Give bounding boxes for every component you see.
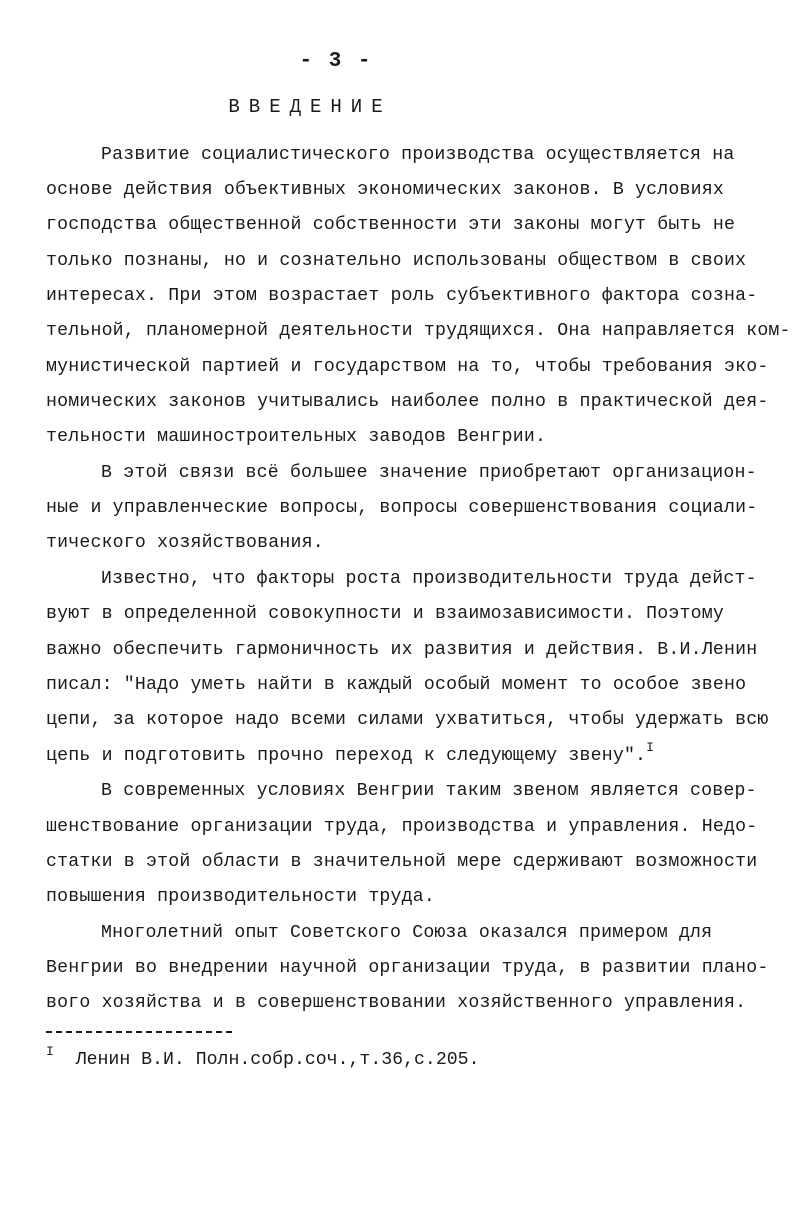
text-line: господства общественной собственности эти законы могут быть не [46,215,736,235]
text-line: В этой связи всё большее значение приобретают организацион- [101,463,757,483]
footnote-marker: I [46,1044,54,1059]
footnote-divider [46,1031,232,1033]
text-line: цепи, за которое надо всеми силами ухватиться, чтобы удержать всю [46,710,769,730]
footnote-reference: I [646,740,655,755]
footnote [46,1044,480,1070]
text-line: тического хозяйствования. [46,533,324,553]
text-line: тельной, планомерной деятельности трудящихся. Она направляется ком- [46,321,791,341]
text-line: интересах. При этом возрастает роль субъективного фактора созна- [46,286,758,306]
text-line: важно обеспечить гармоничность их развития и действия. В.И.Ленин [46,640,758,660]
text-line-with-footnote [46,740,655,768]
text-line: номических законов учитывались наиболее полно в практической дея- [46,392,769,412]
text-line: цепь и подготовить прочно переход к следующему звену". [46,746,647,766]
text-line: повышения производительности труда. [46,887,435,907]
text-line: Известно, что факторы роста производительности труда дейст- [101,569,757,589]
text-line: тельности машиностроительных заводов Венгрии. [46,427,547,447]
text-line: Многолетний опыт Советского Союза оказался примером для [101,923,713,943]
text-line: только познаны, но и сознательно использованы обществом в своих [46,251,747,271]
text-line: В современных условиях Венгрии таким звеном является совер- [101,781,757,801]
text-line: Развитие социалистического производства осуществляется на [101,145,735,165]
page-number: - 3 - [299,50,373,73]
text-line: мунистической партией и государством на то, чтобы требования эко- [46,357,769,377]
text-line: писал: "Надо уметь найти в каждый особый момент то особое звено [46,675,747,695]
text-line: статки в этой области в значительной мере сдерживают возможности [46,852,758,872]
text-line: шенствование организации труда, производства и управления. Недо- [46,817,758,837]
text-line: основе действия объективных экономических законов. В условиях [46,180,724,200]
text-line: ные и управленческие вопросы, вопросы совершенствования социали- [46,498,758,518]
section-title: ВВЕДЕНИЕ [228,96,392,118]
text-line: вуют в определенной совокупности и взаимозависимости. Поэтому [46,604,724,624]
text-line: Венгрии во внедрении научной организации труда, в развитии плано- [46,958,769,978]
footnote-text: Ленин В.И. Полн.собр.соч.,т.36,с.205. [75,1050,480,1070]
text-line: вого хозяйства и в совершенствовании хозяйственного управления. [46,993,747,1013]
